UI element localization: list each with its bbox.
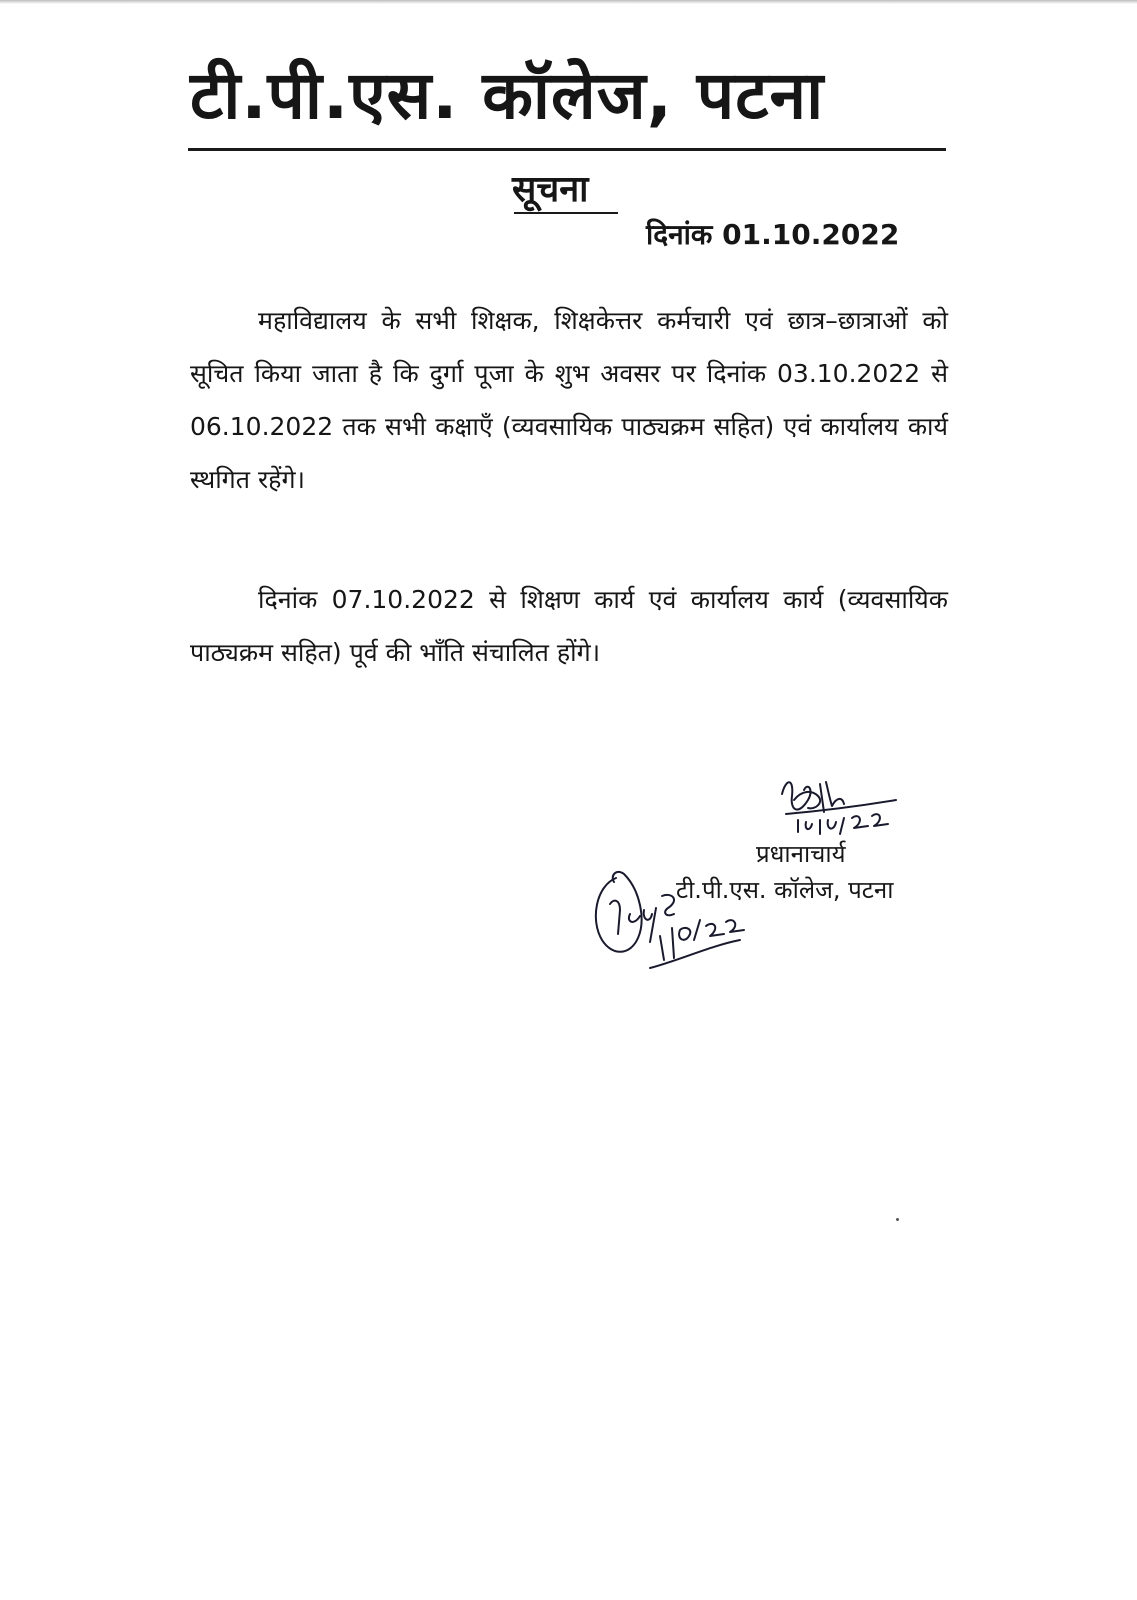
title-underline <box>188 148 946 151</box>
notice-paragraph-2: दिनांक 07.10.2022 से शिक्षण कार्य एवं कार्यालय कार्य (व्यवसायिक पाठ्यक्रम सहित) पूर्व की भाँति संचालित होंगे। <box>190 585 948 667</box>
notice-date: दिनांक 01.10.2022 <box>646 218 900 251</box>
principal-signature <box>768 760 908 850</box>
signature-block <box>580 760 980 1020</box>
scan-speck <box>896 1218 899 1221</box>
institution-title: टी.पी.एस. कॉलेज, पटना <box>190 57 825 134</box>
heading-underline <box>514 212 618 214</box>
notice-heading: सूचना <box>512 169 589 210</box>
signatory-designation: प्रधानाचार्य <box>756 840 846 868</box>
signatory-institution: टी.पी.एस. कॉलेज, पटना <box>676 876 894 904</box>
scan-edge <box>0 0 1137 4</box>
counter-signature <box>590 864 760 994</box>
notice-paragraph-1: महाविद्यालय के सभी शिक्षक, शिक्षकेत्तर कर्मचारी एवं छात्र–छात्राओं को सूचित किया जाता है कि दुर्गा पूजा के शुभ अवसर पर दिनांक 03.10.2022 से 06.10.2022 तक सभी कक्षाएँ (व्यवसायिक पाठ्यक्रम सहित) एवं कार्यालय कार्य स्थगित रहेंगे। <box>190 306 948 494</box>
